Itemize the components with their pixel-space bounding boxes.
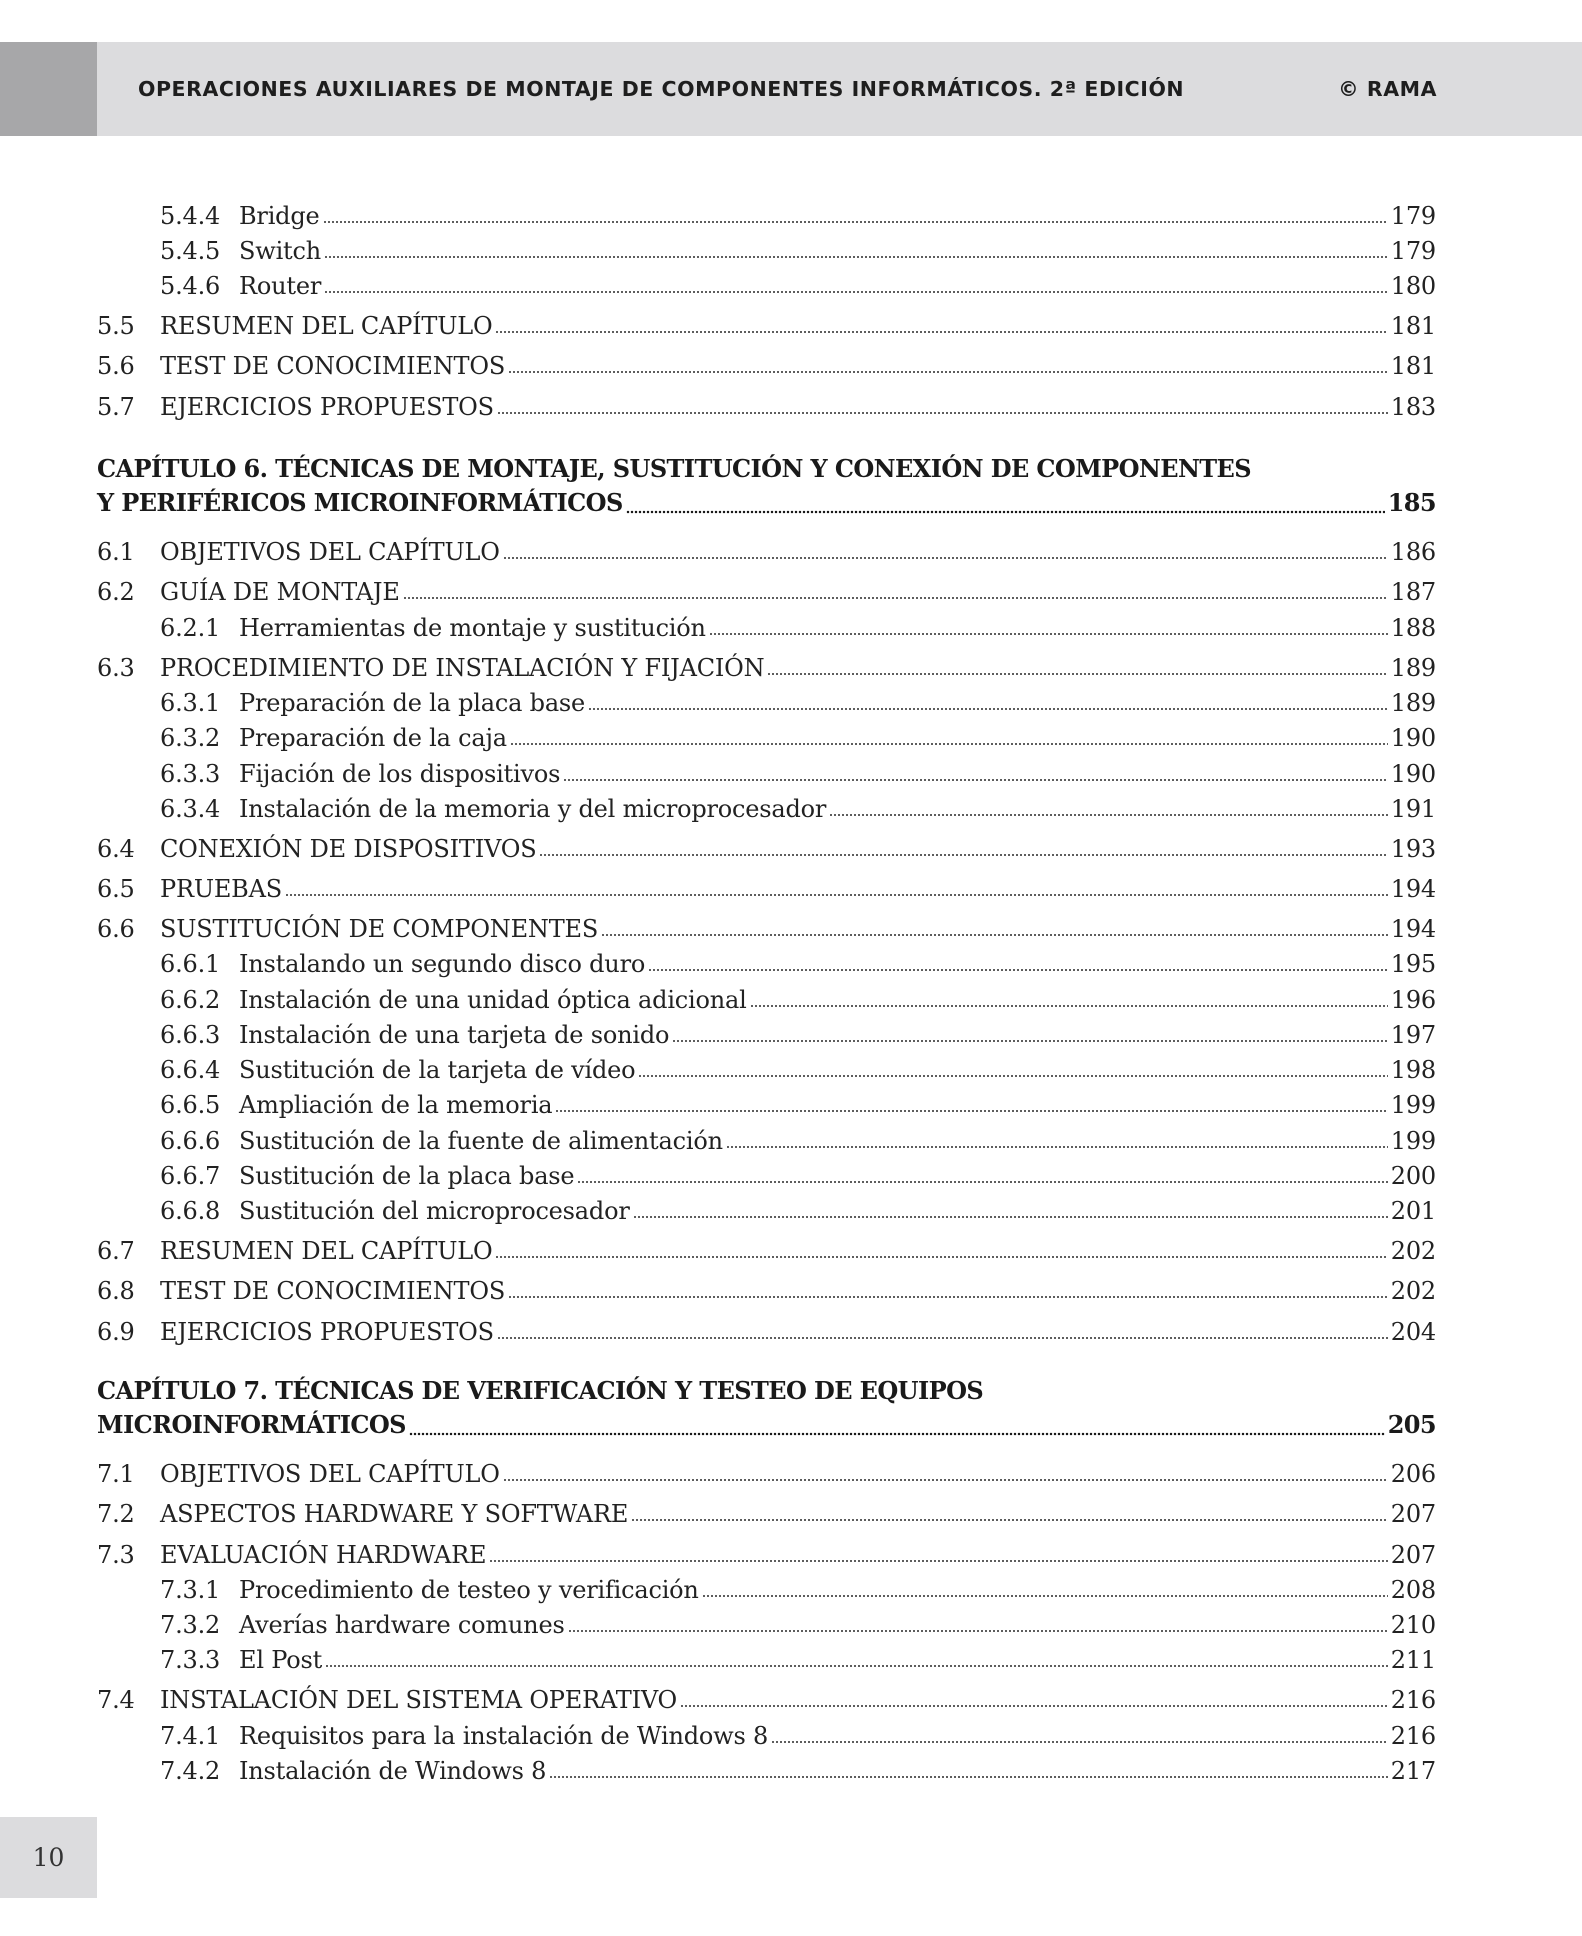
section-title: ASPECTOS HARDWARE Y SOFTWARE — [160, 1500, 629, 1528]
page-number: 183 — [1390, 393, 1436, 421]
section-title: TEST DE CONOCIMIENTOS — [160, 352, 506, 380]
toc-section-entry — [97, 1312, 1436, 1346]
page-number: 193 — [1390, 835, 1436, 863]
dot-leader — [568, 1629, 1388, 1633]
toc-subsection-entry — [160, 789, 1436, 823]
section-title: SUSTITUCIÓN DE COMPONENTES — [160, 915, 599, 943]
page-number: 190 — [1390, 724, 1436, 752]
section-number: 6.3.3 — [160, 760, 221, 788]
section-title: Procedimiento de testeo y verificación — [239, 1576, 699, 1604]
dot-leader — [539, 853, 1387, 857]
section-title: Preparación de la caja — [239, 724, 507, 752]
toc-section-entry — [97, 1535, 1436, 1569]
page-number: 181 — [1390, 312, 1436, 340]
dot-leader — [489, 1559, 1387, 1563]
page-number: 201 — [1390, 1197, 1436, 1225]
section-title: Herramientas de montaje y sustitución — [239, 614, 706, 642]
section-number: 6.6.1 — [160, 950, 221, 978]
section-title: INSTALACIÓN DEL SISTEMA OPERATIVO — [160, 1686, 678, 1714]
page-number: 188 — [1390, 614, 1436, 642]
page-number: 198 — [1390, 1056, 1436, 1084]
dot-leader — [638, 1074, 1387, 1078]
section-number: 6.7 — [97, 1237, 135, 1265]
section-title: Switch — [239, 237, 322, 265]
toc-section-entry — [97, 869, 1436, 903]
page-number: 189 — [1390, 689, 1436, 717]
page-number: 202 — [1390, 1237, 1436, 1265]
toc-subsection-entry — [160, 1050, 1436, 1084]
page-number: 216 — [1390, 1686, 1436, 1714]
toc-subsection-entry — [160, 1640, 1436, 1674]
dot-leader — [626, 510, 1385, 514]
section-number: 6.6.5 — [160, 1091, 221, 1119]
page-number: 208 — [1390, 1576, 1436, 1604]
section-title: Instalando un segundo disco duro — [239, 950, 646, 978]
dot-leader — [495, 1255, 1387, 1259]
toc-subsection-entry — [160, 718, 1436, 752]
page-number: 207 — [1390, 1541, 1436, 1569]
toc-section-entry — [97, 1271, 1436, 1305]
toc-subsection-entry — [160, 1015, 1436, 1049]
section-number: 6.2.1 — [160, 614, 221, 642]
section-number: 7.3.1 — [160, 1576, 221, 1604]
section-number: 6.3.1 — [160, 689, 221, 717]
dot-leader — [631, 1518, 1388, 1522]
chapter-title-line: CAPÍTULO 7. TÉCNICAS DE VERIFICACIÓN Y TESTEO DE EQUIPOS — [97, 1376, 984, 1405]
page-number: 179 — [1390, 202, 1436, 230]
section-number: 6.8 — [97, 1277, 135, 1305]
dot-leader — [709, 632, 1388, 636]
page-number: 180 — [1390, 272, 1436, 300]
section-number: 7.3 — [97, 1541, 135, 1569]
toc-subsection-entry — [160, 196, 1436, 230]
section-title: OBJETIVOS DEL CAPÍTULO — [160, 1460, 500, 1488]
section-title: Averías hardware comunes — [239, 1611, 565, 1639]
toc-subsection-entry — [160, 1751, 1436, 1785]
page-number: 206 — [1390, 1460, 1436, 1488]
dot-leader — [726, 1145, 1388, 1149]
dot-leader — [555, 1109, 1387, 1113]
toc-subsection-entry — [160, 608, 1436, 642]
dot-leader — [495, 330, 1387, 334]
section-number: 7.4 — [97, 1686, 135, 1714]
section-title: Instalación de la memoria y del microprocesador — [239, 795, 827, 823]
section-title: OBJETIVOS DEL CAPÍTULO — [160, 538, 500, 566]
dot-leader — [577, 1180, 1387, 1184]
section-title: TEST DE CONOCIMIENTOS — [160, 1277, 506, 1305]
toc-subsection-entry — [160, 231, 1436, 265]
dot-leader — [285, 893, 1388, 897]
page-number: 210 — [1390, 1611, 1436, 1639]
section-title: GUÍA DE MONTAJE — [160, 578, 400, 606]
toc-section-entry — [97, 1231, 1436, 1265]
section-title: Instalación de Windows 8 — [239, 1757, 547, 1785]
section-number: 5.4.6 — [160, 272, 221, 300]
dot-leader — [672, 1039, 1388, 1043]
page-number: 181 — [1390, 352, 1436, 380]
section-title: EJERCICIOS PROPUESTOS — [160, 1318, 494, 1346]
dot-leader — [497, 1336, 1388, 1340]
section-title: Instalación de una tarjeta de sonido — [239, 1021, 670, 1049]
dot-leader — [324, 255, 1388, 259]
chapter-title-line: Y PERIFÉRICOS MICROINFORMÁTICOS — [97, 488, 623, 517]
dot-leader — [588, 707, 1388, 711]
dot-leader — [767, 672, 1387, 676]
page-number: 194 — [1390, 875, 1436, 903]
running-header-title: OPERACIONES AUXILIARES DE MONTAJE DE COMPONENTES INFORMÁTICOS. 2ª EDICIÓN — [138, 77, 1185, 101]
section-title: Requisitos para la instalación de Windows 8 — [239, 1722, 769, 1750]
dot-leader — [750, 1004, 1388, 1008]
section-title: Router — [239, 272, 322, 300]
section-number: 5.7 — [97, 393, 135, 421]
dot-leader — [633, 1215, 1388, 1219]
chapter-title-line: CAPÍTULO 6. TÉCNICAS DE MONTAJE, SUSTITUCIÓN Y CONEXIÓN DE COMPONENTES — [97, 454, 1251, 483]
page-number: 199 — [1390, 1127, 1436, 1155]
dot-leader — [563, 778, 1388, 782]
toc-section-entry — [97, 306, 1436, 340]
section-number: 7.1 — [97, 1460, 135, 1488]
section-number: 6.3.4 — [160, 795, 221, 823]
page-number: 199 — [1390, 1091, 1436, 1119]
section-number: 6.6.2 — [160, 986, 221, 1014]
page-number: 217 — [1390, 1757, 1436, 1785]
toc-subsection-entry — [160, 1605, 1436, 1639]
chapter-page-number: 185 — [1387, 488, 1436, 517]
dot-leader — [829, 813, 1388, 817]
toc-section-entry — [97, 829, 1436, 863]
section-number: 6.6.7 — [160, 1162, 221, 1190]
footer-page-number: 10 — [32, 1843, 65, 1872]
toc-subsection-entry — [160, 1156, 1436, 1190]
chapter-title-line: MICROINFORMÁTICOS — [97, 1410, 406, 1439]
section-number: 6.6 — [97, 915, 135, 943]
dot-leader — [503, 1478, 1388, 1482]
toc-subsection-entry — [160, 754, 1436, 788]
dot-leader — [323, 220, 1388, 224]
page-number: 216 — [1390, 1722, 1436, 1750]
dot-leader — [510, 742, 1388, 746]
section-title: Instalación de una unidad óptica adicional — [239, 986, 747, 1014]
section-number: 6.6.3 — [160, 1021, 221, 1049]
section-title: EVALUACIÓN HARDWARE — [160, 1541, 487, 1569]
page-number: 202 — [1390, 1277, 1436, 1305]
page-number: 191 — [1390, 795, 1436, 823]
section-title: Preparación de la placa base — [239, 689, 586, 717]
toc-section-entry — [97, 532, 1436, 566]
toc-subsection-entry — [160, 1570, 1436, 1604]
section-title: RESUMEN DEL CAPÍTULO — [160, 1237, 493, 1265]
dot-leader — [508, 370, 1388, 374]
dot-leader — [497, 411, 1388, 415]
toc-subsection-entry — [160, 1716, 1436, 1750]
section-number: 6.6.6 — [160, 1127, 221, 1155]
section-title: Sustitución de la tarjeta de vídeo — [239, 1056, 636, 1084]
page-number: 190 — [1390, 760, 1436, 788]
toc-subsection-entry — [160, 1191, 1436, 1225]
section-title: RESUMEN DEL CAPÍTULO — [160, 312, 493, 340]
dot-leader — [601, 933, 1388, 937]
toc-subsection-entry — [160, 980, 1436, 1014]
page-number: 187 — [1390, 578, 1436, 606]
section-number: 6.3.2 — [160, 724, 221, 752]
section-title: Bridge — [239, 202, 320, 230]
dot-leader — [324, 290, 1388, 294]
page-number: 196 — [1390, 986, 1436, 1014]
toc-section-entry — [97, 346, 1436, 380]
page-number: 186 — [1390, 538, 1436, 566]
page-number: 200 — [1390, 1162, 1436, 1190]
section-number: 6.1 — [97, 538, 135, 566]
toc-section-entry — [97, 387, 1436, 421]
page-number: 194 — [1390, 915, 1436, 943]
section-number: 7.3.2 — [160, 1611, 221, 1639]
toc-section-entry — [97, 648, 1436, 682]
dot-leader — [409, 1432, 1385, 1436]
dot-leader — [648, 968, 1388, 972]
dot-leader — [508, 1295, 1388, 1299]
dot-leader — [549, 1775, 1388, 1779]
page-number: 197 — [1390, 1021, 1436, 1049]
toc-section-entry — [97, 1680, 1436, 1714]
page-number: 195 — [1390, 950, 1436, 978]
toc-section-entry — [97, 1494, 1436, 1528]
section-number: 5.4.5 — [160, 237, 221, 265]
page-number: 211 — [1390, 1646, 1436, 1674]
toc-section-entry — [97, 1454, 1436, 1488]
section-number: 7.4.2 — [160, 1757, 221, 1785]
section-title: PRUEBAS — [160, 875, 282, 903]
section-number: 7.2 — [97, 1500, 135, 1528]
dot-leader — [680, 1704, 1388, 1708]
dot-leader — [702, 1594, 1388, 1598]
toc-section-entry — [97, 909, 1436, 943]
section-title: Sustitución de la fuente de alimentación — [239, 1127, 723, 1155]
section-number: 6.4 — [97, 835, 135, 863]
toc-subsection-entry — [160, 1085, 1436, 1119]
section-title: EJERCICIOS PROPUESTOS — [160, 393, 494, 421]
section-number: 5.5 — [97, 312, 135, 340]
page-number: 207 — [1390, 1500, 1436, 1528]
section-number: 6.9 — [97, 1318, 135, 1346]
page-number: 204 — [1390, 1318, 1436, 1346]
section-number: 6.6.8 — [160, 1197, 221, 1225]
toc-section-entry — [97, 572, 1436, 606]
page-number: 189 — [1390, 654, 1436, 682]
section-title: PROCEDIMIENTO DE INSTALACIÓN Y FIJACIÓN — [160, 654, 765, 682]
toc-subsection-entry — [160, 683, 1436, 717]
section-number: 5.4.4 — [160, 202, 221, 230]
toc-subsection-entry — [160, 944, 1436, 978]
section-title: Sustitución de la placa base — [239, 1162, 575, 1190]
chapter-heading-7 — [97, 1374, 1436, 1442]
chapter-page-number: 205 — [1387, 1410, 1436, 1439]
section-number: 6.5 — [97, 875, 135, 903]
section-number: 6.6.4 — [160, 1056, 221, 1084]
running-header-publisher: © RAMA — [1338, 77, 1437, 101]
toc-subsection-entry — [160, 1121, 1436, 1155]
section-number: 7.4.1 — [160, 1722, 221, 1750]
chapter-heading-6 — [97, 452, 1436, 520]
page-number: 179 — [1390, 237, 1436, 265]
section-number: 7.3.3 — [160, 1646, 221, 1674]
toc-subsection-entry — [160, 266, 1436, 300]
section-title: El Post — [239, 1646, 323, 1674]
dot-leader — [325, 1664, 1388, 1668]
dot-leader — [403, 596, 1388, 600]
dot-leader — [771, 1740, 1388, 1744]
section-number: 5.6 — [97, 352, 135, 380]
section-title: Sustitución del microprocesador — [239, 1197, 630, 1225]
section-title: Ampliación de la memoria — [239, 1091, 553, 1119]
section-number: 6.2 — [97, 578, 135, 606]
section-title: CONEXIÓN DE DISPOSITIVOS — [160, 835, 537, 863]
dot-leader — [503, 556, 1388, 560]
header-accent-block — [0, 42, 97, 136]
section-number: 6.3 — [97, 654, 135, 682]
section-title: Fijación de los dispositivos — [239, 760, 561, 788]
